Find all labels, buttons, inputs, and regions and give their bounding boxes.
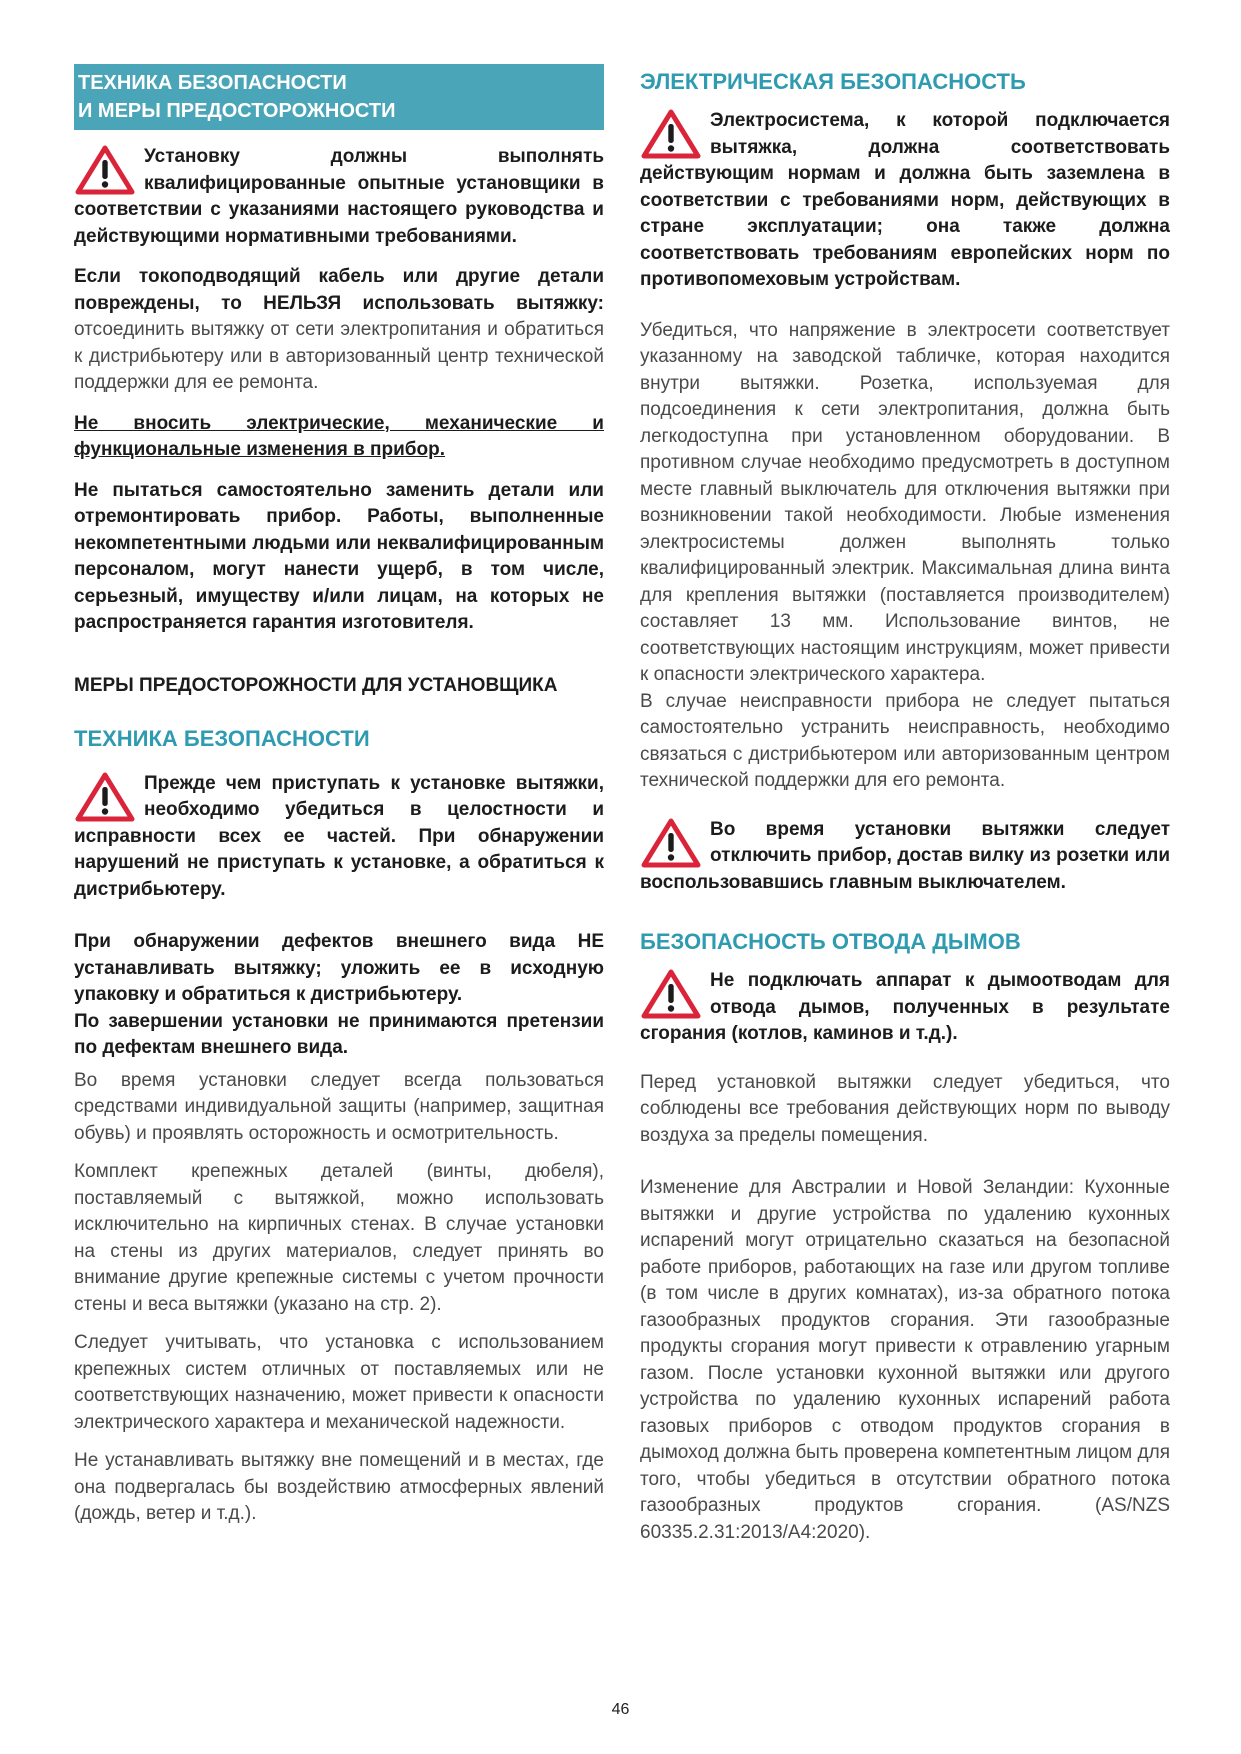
para-ppe: Во время установки следует всегда пользоваться средствами индивидуальной защиты (например, защитная обувь) и проявлять осторожность и осмотрительность. — [74, 1069, 604, 1144]
para-no-changes: Не вносить электрические, механические и функциональные изменения в прибор. — [74, 412, 604, 460]
warning-triangle-icon — [640, 108, 702, 160]
header-line-2: И МЕРЫ ПРЕДОСТОРОЖНОСТИ — [78, 100, 396, 122]
para-damaged-cable-normal: отсоединить вытяжку от сети электропитания и обратиться к дистрибьютеру или в авторизованный центр технической поддержки для ее ремонта. — [74, 319, 604, 393]
subheading-installer: МЕРЫ ПРЕДОСТОРОЖНОСТИ ДЛЯ УСТАНОВЩИКА — [74, 674, 558, 696]
para-fixing-kit: Комплект крепежных деталей (винты, дюбеля), поставляемый с вытяжкой, можно использовать исключительно на кирпичных стенах. В случае установки на стены из других материалов, следует принять во внимание другие крепежные системы с учетом прочности стены и веса вытяжки (указано на стр. 2). — [74, 1161, 604, 1315]
para-voltage: Убедиться, что напряжение в электросети соответствует указанному на заводской табличке, которая находится внутри вытяжки. Розетка, используемая для подсоединения к сети электропитания, должна быть легкодоступна при установленном оборудовании. В противном случае необходимо предусмотреть в доступном месте главный выключатель для отключения вытяжки при возникновении такой необходимости. Любые изменения электросистемы должен выполнять только квалифицированный электрик. Максимальная длина винта для крепления вытяжки (поставляется производителем) составляет 13 мм. Использование винтов, не соответствующих настоящим инструкциям, может привести к опасности электрического характера. — [640, 319, 1170, 685]
para-other-fixings: Следует учитывать, что установка с использованием крепежных систем отличных от поставляемых или не соответствующих назначению, может привести к опасности электрического характера и механической надежности. — [74, 1332, 604, 1433]
warning-triangle-icon — [74, 144, 136, 196]
warning-triangle-icon — [640, 817, 702, 869]
section-header-safety — [74, 64, 604, 130]
para-malfunction: В случае неисправности прибора не следует пытаться самостоятельно устранить неисправность, необходимо связаться с дистрибьютером или авторизованным центром технической поддержки для его ремонта. — [640, 690, 1170, 791]
warning-integrity-text: Прежде чем приступать к установке вытяжки, необходимо убедиться в целостности и исправности всех ее частей. При обнаружении нарушений не приступать к установке, а обратиться к дистрибьютеру. — [74, 772, 604, 900]
right-column — [640, 64, 1170, 1546]
warning-electrical-text: Электросистема, к которой подключается вытяжка, должна соответствовать действующим нормам и должна быть заземлена в соответствии с требованиями норм, действующих в стране эксплуатации; она также должна соответствовать требованиям европейских норм по противопомеховым устройствам. — [640, 110, 1170, 290]
page-number: 46 — [611, 1701, 630, 1718]
warning-triangle-icon — [640, 968, 702, 1020]
left-column — [74, 64, 604, 1528]
warning-installers-text: Установку должны выполнять квалифицированные опытные установщики в соответствии с указаниями настоящего руководства и действующими нормативными требованиями. — [74, 146, 604, 247]
warning-flues-text: Не подключать аппарат к дымоотводам для отвода дымов, полученных в результате сгорания (котлов, каминов и т.д.). — [640, 970, 1170, 1044]
warning-flues — [640, 968, 1170, 1048]
warning-triangle-icon — [74, 771, 136, 823]
para-no-repair: Не пытаться самостоятельно заменить детали или отремонтировать прибор. Работы, выполненные некомпетентными людьми или неквалифицированным персоналом, могут нанести ущерб, в том числе, серьезный, имуществу и/или лицам, на которых не распространяется гарантия изготовителя. — [74, 479, 604, 633]
para-defects: При обнаружении дефектов внешнего вида НЕ устанавливать вытяжку; уложить ее в исходную упаковку и обратиться к дистрибьютеру. — [74, 931, 604, 1005]
para-claims: По завершении установки не принимаются претензии по дефектам внешнего вида. — [74, 1010, 604, 1058]
warning-integrity — [74, 771, 604, 904]
warning-unplug — [640, 817, 1170, 897]
para-outdoor: Не устанавливать вытяжку вне помещений и в местах, где она подвергалась бы воздействию атмосферных явлений (дождь, ветер и т.д.). — [74, 1450, 604, 1524]
para-air-exhaust: Перед установкой вытяжки следует убедиться, что соблюдены все требования действующих норм по выводу воздуха за пределы помещения. — [640, 1071, 1170, 1146]
section-title-electrical: ЭЛЕКТРИЧЕСКАЯ БЕЗОПАСНОСТЬ — [640, 69, 1026, 94]
para-damaged-cable — [74, 264, 604, 397]
header-line-1: ТЕХНИКА БЕЗОПАСНОСТИ — [78, 72, 347, 94]
warning-unplug-text: Во время установки вытяжки следует отключить прибор, достав вилку из розетки или воспользовавшись главным выключателем. — [640, 818, 1170, 893]
para-damaged-cable-bold: Если токоподводящий кабель или другие детали повреждены, то НЕЛЬЗЯ использовать вытяжку: — [74, 266, 604, 314]
warning-electrical — [640, 108, 1170, 294]
warning-installers — [74, 144, 604, 250]
para-australia-nz: Изменение для Австралии и Новой Зеландии: Кухонные вытяжки и другие устройства по удалению кухонных испарений могут отрицательно сказаться на безопасной работе приборов, работающих на газе или другом топливе (в том числе в других комнатах), из-за обратного потока газообразных продуктов сгорания. Эти газообразные продукты сгорания могут привести к отравлению угарным газом. После установки кухонной вытяжки или другого устройства по удалению кухонных испарений работа газовых приборов с отводом продуктов сгорания в дымоход должна быть проверена компетентным лицом для того, чтобы убедиться в отсутствии обратного потока газообразных продуктов сгорания. (AS/NZS 60335.2.31:2013/A4:2020). — [640, 1177, 1170, 1543]
section-title-safety: ТЕХНИКА БЕЗОПАСНОСТИ — [74, 725, 370, 751]
section-title-smoke: БЕЗОПАСНОСТЬ ОТВОДА ДЫМОВ — [640, 929, 1021, 954]
